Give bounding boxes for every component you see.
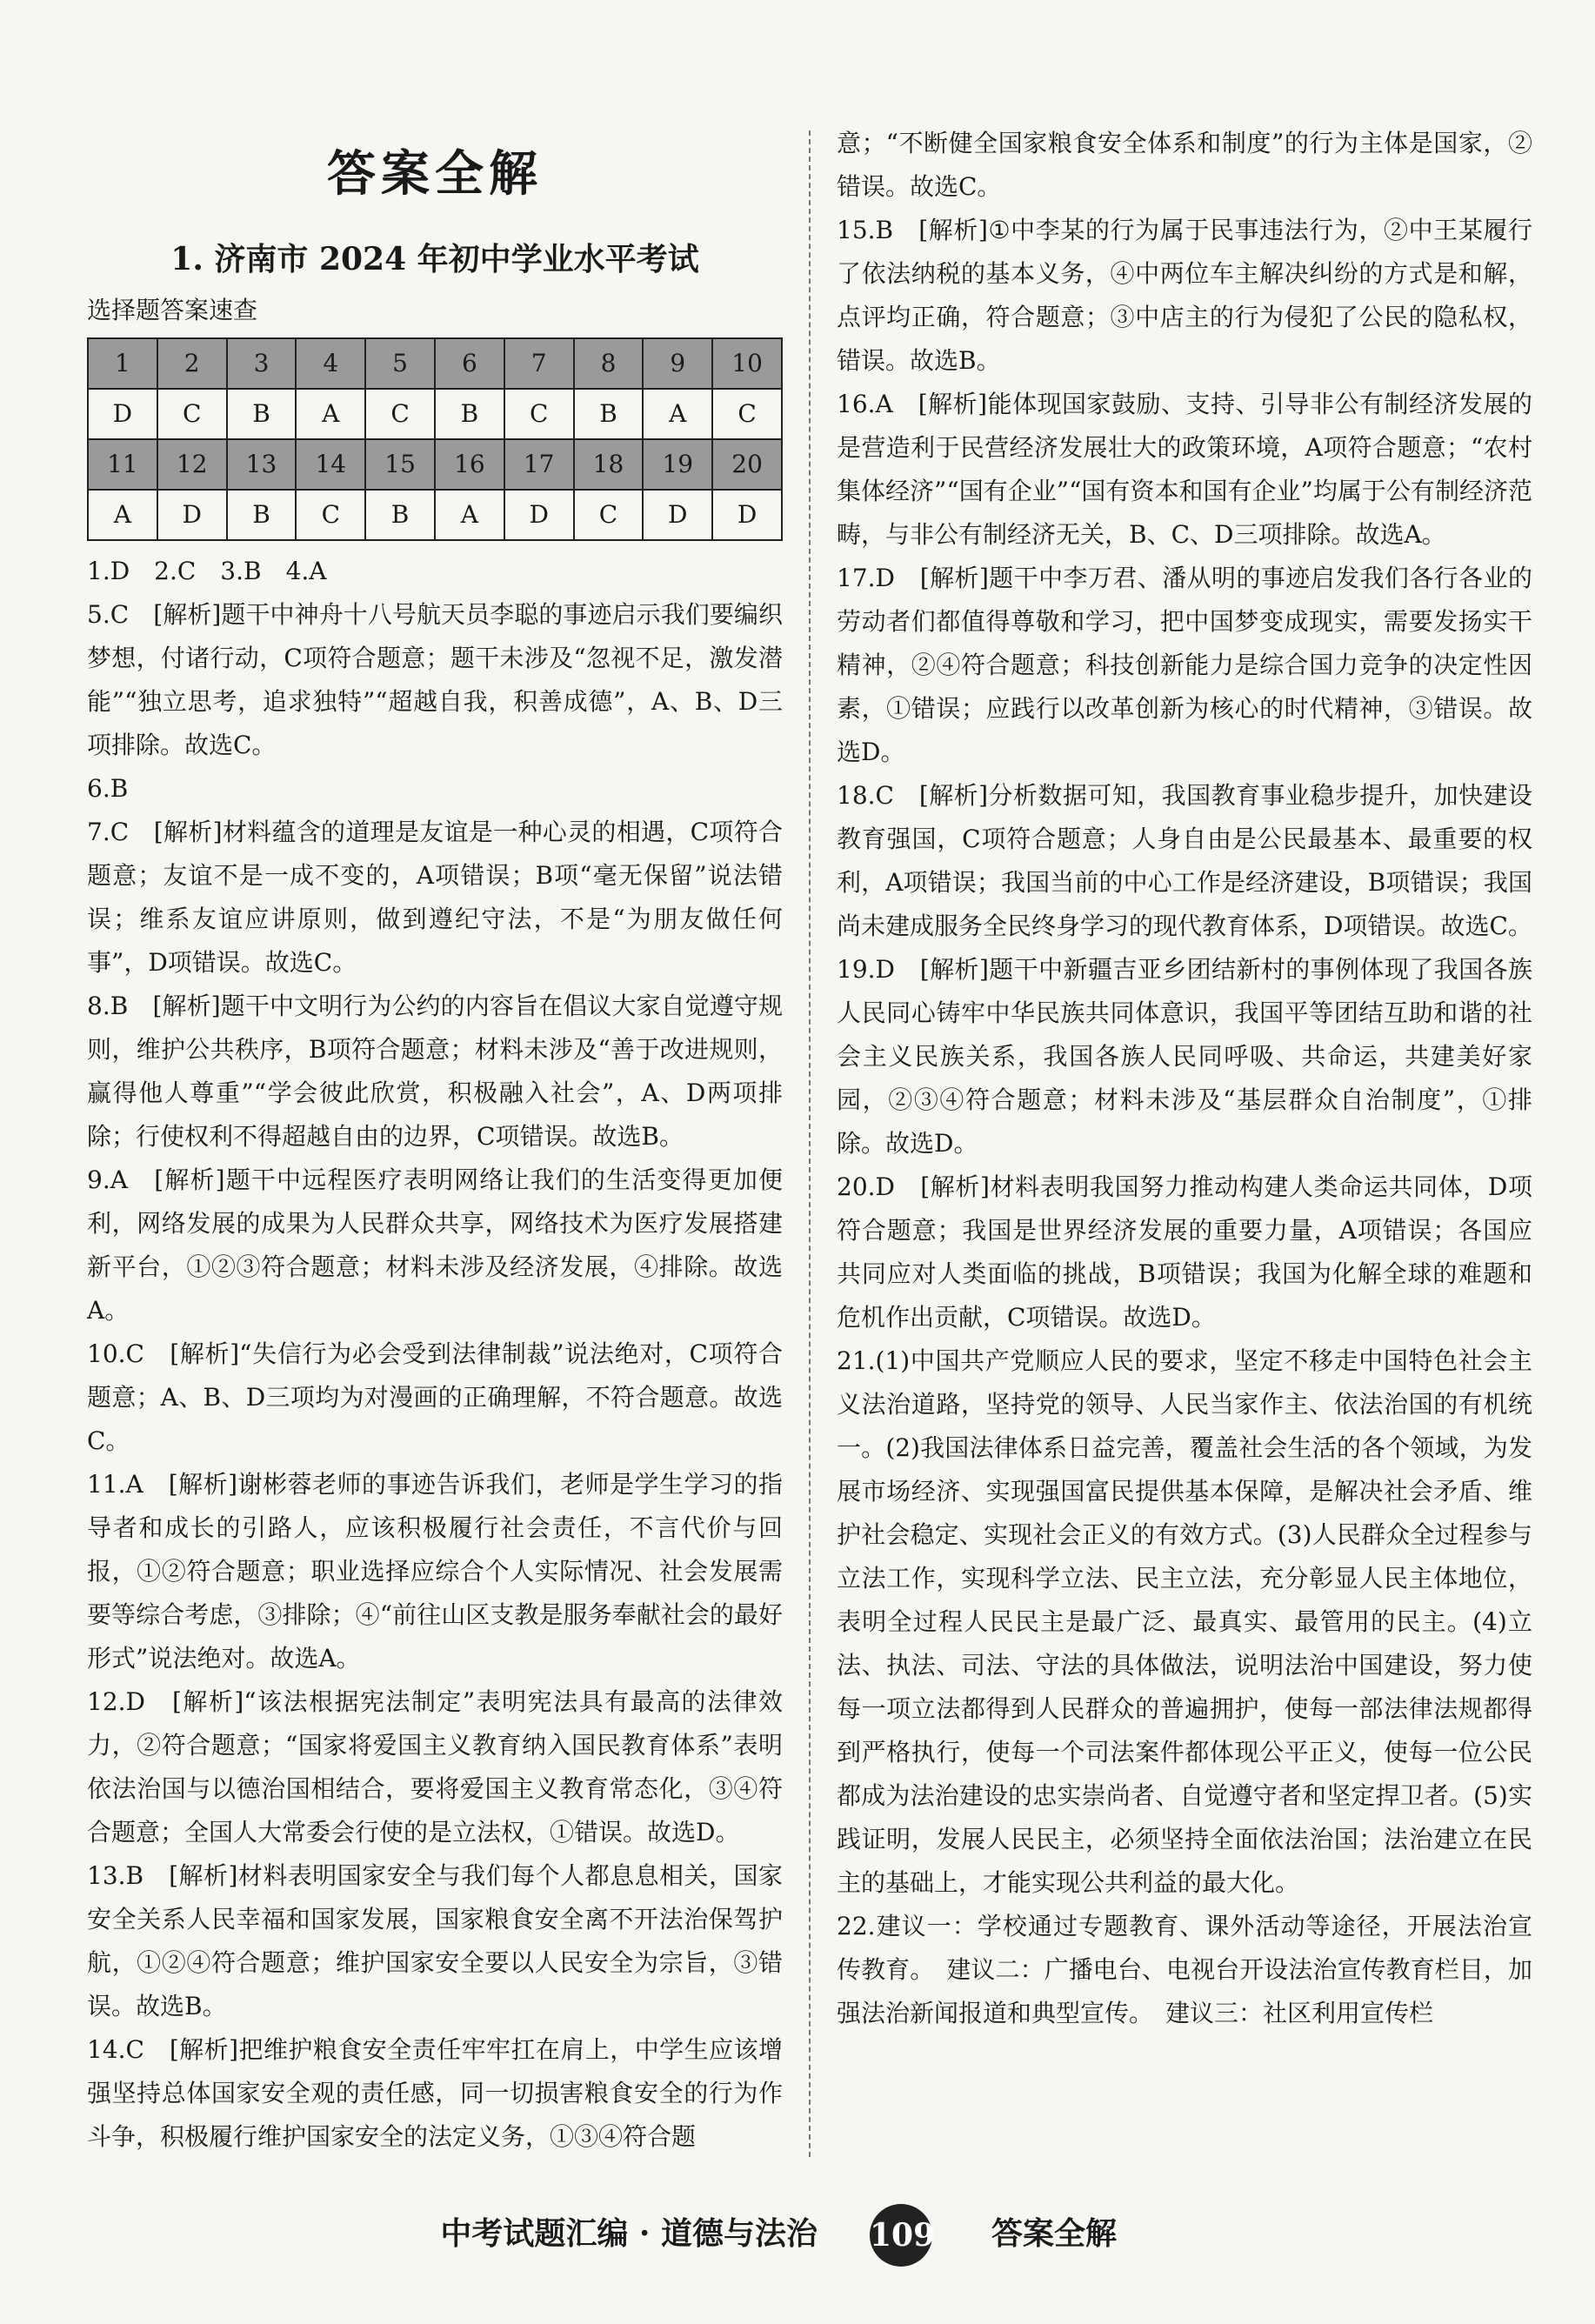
table-cell: 3 <box>227 338 297 389</box>
answer-item: 7.C [解析]材料蕴含的道理是友谊是一种心灵的相遇，C项符合题意；友谊不是一成不变的，A项错误；B项“毫无保留”说法错误；维系友谊应讲原则，做到遵纪守法，不是“为朋友做任何事”，D项错误。故选C。 <box>87 818 783 977</box>
table-cell: B <box>227 389 297 439</box>
answer-item: 11.A [解析]谢彬蓉老师的事迹告诉我们，老师是学生学习的指导者和成长的引路人，应该积极履行社会责任，不言代价与回报，①②符合题意；职业选择应综合个人实际情况、社会发展需要等综合考虑，③排除；④“前往山区支教是服务奉献社会的最好形式”说法绝对。故选A。 <box>87 1470 783 1673</box>
answer-item: 19.D [解析]题干中新疆吉亚乡团结新村的事例体现了我国各族人民同心铸牢中华民族共同体意识，我国平等团结互助和谐的社会主义民族关系，我国各族人民同呼吸、共命运，共建美好家园，②③④符合题意；材料未涉及“基层群众自治制度”，①排除。故选D。 <box>837 955 1532 1158</box>
column-divider <box>809 130 811 2157</box>
answer-item: 15.B [解析]①中李某的行为属于民事违法行为，②中王某履行了依法纳税的基本义务，④中两位车主解决纠纷的方式是和解，点评均正确，符合题意；③中店主的行为侵犯了公民的隐私权，错误。故选B。 <box>837 216 1532 375</box>
page-footer <box>0 2209 1595 2261</box>
answer-item: 5.C [解析]题干中神舟十八号航天员李聪的事迹启示我们要编织梦想，付诸行动，C项符合题意；题干未涉及“忽视不足，激发潜能”“独立思考，追求独特”“超越自我，积善成德”，A、B、D三项排除。故选C。 <box>87 600 783 759</box>
table-cell: 1 <box>88 338 157 389</box>
table-cell: C <box>574 490 644 540</box>
table-cell: D <box>88 389 157 439</box>
table-cell: 17 <box>504 439 574 490</box>
answer-table-row-answers-1 <box>88 389 782 439</box>
table-cell: 18 <box>574 439 644 490</box>
answer-item: 20.D [解析]材料表明我国努力推动构建人类命运共同体，D项符合题意；我国是世界经济发展的重要力量，A项错误；各国应共同应对人类面临的挑战，B项错误；我国为化解全球的难题和危机作出贡献，C项错误。故选D。 <box>837 1172 1532 1332</box>
table-cell: C <box>157 389 227 439</box>
answer-table-row-numbers-2 <box>88 439 782 490</box>
table-cell: 9 <box>643 338 712 389</box>
table-cell: 19 <box>643 439 712 490</box>
footer-section: 答案全解 <box>991 2215 1118 2252</box>
table-cell: D <box>712 490 782 540</box>
table-cell: C <box>365 389 435 439</box>
table-cell: 12 <box>157 439 227 490</box>
table-cell: 20 <box>712 439 782 490</box>
answer-item: 13.B [解析]材料表明国家安全与我们每个人都息息相关，国家安全关系人民幸福和国家发展，国家粮食安全离不开法治保驾护航，①②④符合题意；维护国家安全要以人民安全为宗旨，③错误。故选B。 <box>87 1861 783 2020</box>
table-cell: D <box>643 490 712 540</box>
exam-title: 1. 济南市 2024 年初中学业水平考试 <box>170 241 699 277</box>
answer-table <box>87 337 783 541</box>
answer-item: 12.D [解析]“该法根据宪法制定”表明宪法具有最高的法律效力，②符合题意；“国家将爱国主义教育纳入国民教育体系”表明依法治国与以德治国相结合，要将爱国主义教育常态化，③④符合题意；全国人大常委会行使的是立法权，①错误。故选D。 <box>87 1687 783 1847</box>
table-cell: A <box>88 490 157 540</box>
answer-item: 16.A [解析]能体现国家鼓励、支持、引导非公有制经济发展的是营造利于民营经济发展壮大的政策环境，A项符合题意；“农村集体经济”“国有企业”“国有资本和国有企业”均属于公有制经济范畴，与非公有制经济无关，B、C、D三项排除。故选A。 <box>837 390 1532 549</box>
table-cell: 15 <box>365 439 435 490</box>
left-column <box>87 122 783 2159</box>
footer-book-title: 中考试题汇编 · 道德与法治 <box>440 2215 818 2252</box>
table-cell: B <box>365 490 435 540</box>
right-column <box>837 122 1532 2035</box>
table-cell: 7 <box>504 338 574 389</box>
quick-check-label: 选择题答案速查 <box>87 296 258 324</box>
table-cell: 6 <box>435 338 504 389</box>
table-cell: 8 <box>574 338 644 389</box>
table-cell: 2 <box>157 338 227 389</box>
table-cell: 13 <box>227 439 297 490</box>
page-title: 答案全解 <box>327 145 543 203</box>
table-cell: A <box>296 389 365 439</box>
page-number: 109 <box>870 2204 932 2267</box>
answer-item: 6.B <box>87 774 129 803</box>
table-cell: A <box>435 490 504 540</box>
answer-item: 17.D [解析]题干中李万君、潘从明的事迹启发我们各行各业的劳动者们都值得尊敬和学习，把中国梦变成现实，需要发扬实干精神，②④符合题意；科技创新能力是综合国力竞争的决定性因素，①错误；应践行以改革创新为核心的时代精神，③错误。故选D。 <box>837 564 1532 766</box>
answer-item: 1.D 2.C 3.B 4.A <box>87 557 327 585</box>
table-cell: C <box>504 389 574 439</box>
table-cell: B <box>227 490 297 540</box>
table-cell: C <box>712 389 782 439</box>
answer-item: 9.A [解析]题干中远程医疗表明网络让我们的生活变得更加便利，网络发展的成果为人民群众共享，网络技术为医疗发展搭建新平台，①②③符合题意；材料未涉及经济发展，④排除。故选A。 <box>87 1165 783 1325</box>
answer-table-row-answers-2 <box>88 490 782 540</box>
answer-item: 10.C [解析]“失信行为必会受到法律制裁”说法绝对，C项符合题意；A、B、D三项均为对漫画的正确理解，不符合题意。故选C。 <box>87 1339 783 1455</box>
table-cell: 4 <box>296 338 365 389</box>
table-cell: 5 <box>365 338 435 389</box>
table-cell: 16 <box>435 439 504 490</box>
answer-item: 14.C [解析]把维护粮食安全责任牢牢扛在肩上，中学生应该增强坚持总体国家安全观的责任感，同一切损害粮食安全的行为作斗争，积极履行维护国家安全的法定义务，①③④符合题 <box>87 2035 783 2151</box>
answer-item: 22.建议一：学校通过专题教育、课外活动等途径，开展法治宣传教育。 建议二：广播电台、电视台开设法治宣传教育栏目，加强法治新闻报道和典型宣传。 建议三：社区利用宣传栏 <box>837 1912 1532 2027</box>
table-cell: 14 <box>296 439 365 490</box>
table-cell: 11 <box>88 439 157 490</box>
table-cell: B <box>574 389 644 439</box>
table-cell: 10 <box>712 338 782 389</box>
answer-item: 意；“不断健全国家粮食安全体系和制度”的行为主体是国家，②错误。故选C。 <box>837 129 1532 201</box>
table-cell: D <box>157 490 227 540</box>
answer-item: 18.C [解析]分析数据可知，我国教育事业稳步提升，加快建设教育强国，C项符合题意；人身自由是公民最基本、最重要的权利，A项错误；我国当前的中心工作是经济建设，B项错误；我国尚未建成服务全民终身学习的现代教育体系，D项错误。故选C。 <box>837 781 1532 940</box>
table-cell: D <box>504 490 574 540</box>
table-cell: B <box>435 389 504 439</box>
answer-table-row-numbers-1 <box>88 338 782 389</box>
answer-item: 21.(1)中国共产党顺应人民的要求，坚定不移走中国特色社会主义法治道路，坚持党的领导、人民当家作主、依法治国的有机统一。(2)我国法律体系日益完善，覆盖社会生活的各个领域，为发展市场经济、实现强国富民提供基本保障，是解决社会矛盾、维护社会稳定、实现社会正义的有效方式。(3)人民群众全过程参与立法工作，实现科学立法、民主立法，充分彰显人民主体地位，表明全过程人民民主是最广泛、最真实、最管用的民主。(4)立法、执法、司法、守法的具体做法，说明法治中国建设，努力使每一项立法都得到人民群众的普遍拥护，使每一部法律法规都得到严格执行，使每一个司法案件都体现公平正义，使每一位公民都成为法治建设的忠实崇尚者、自觉遵守者和坚定捍卫者。(5)实践证明，发展人民民主，必须坚持全面依法治国；法治建立在民主的基础上，才能实现公共利益的最大化。 <box>837 1346 1532 1897</box>
answer-item: 8.B [解析]题干中文明行为公约的内容旨在倡议大家自觉遵守规则，维护公共秩序，B项符合题意；材料未涉及“善于改进规则，赢得他人尊重”“学会彼此欣赏，积极融入社会”，A、D两项排除；行使权利不得超越自由的边界，C项错误。故选B。 <box>87 992 783 1151</box>
table-cell: A <box>643 389 712 439</box>
table-cell: C <box>296 490 365 540</box>
